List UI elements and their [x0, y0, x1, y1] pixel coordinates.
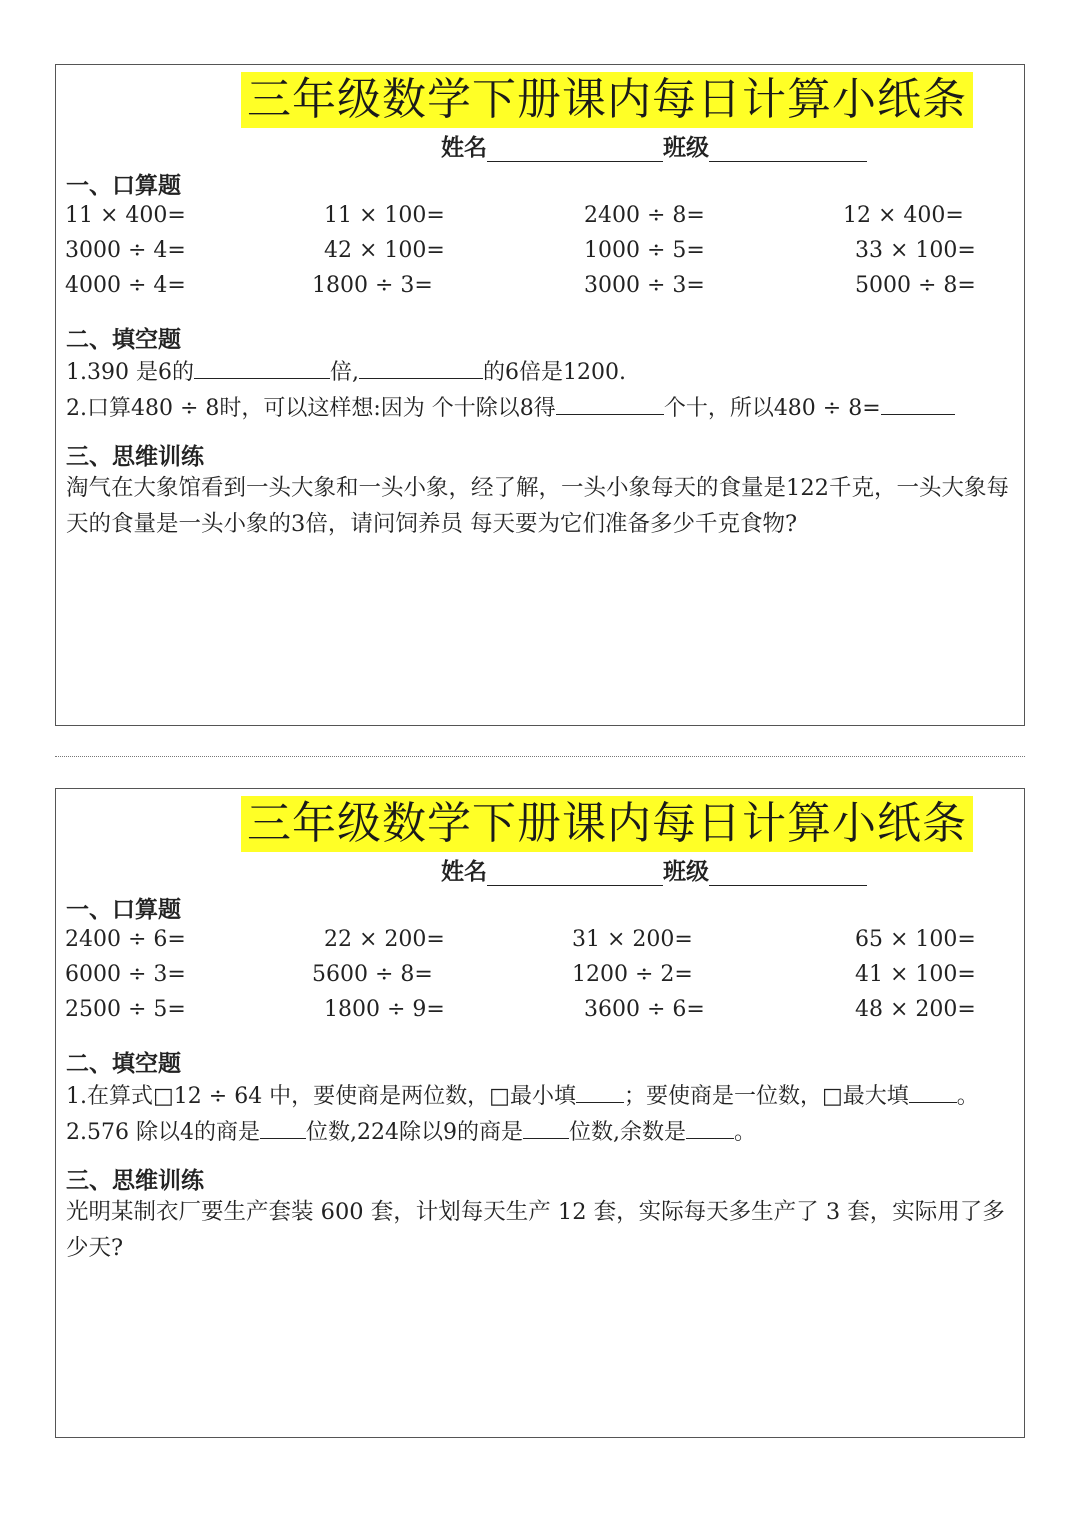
- name-blank[interactable]: [487, 135, 663, 162]
- calc-item: 1200 ÷ 2=: [572, 962, 693, 987]
- fill-question-1: 1.在算式□12 ÷ 64 中，要使商是两位数，□最小填 ；要使商是一位数，□最大填 。: [66, 1079, 979, 1110]
- class-blank[interactable]: [709, 859, 867, 886]
- class-label: 班级: [663, 134, 709, 161]
- calc-item: 5000 ÷ 8=: [855, 273, 976, 298]
- calc-item: 11 × 100=: [324, 203, 445, 228]
- calc-item: 48 × 200=: [855, 997, 976, 1022]
- calc-item: 3600 ÷ 6=: [584, 997, 705, 1022]
- fill-question-1: 1.390 是6的 倍, 的6倍是1200.: [66, 355, 626, 386]
- answer-blank[interactable]: [576, 1080, 624, 1103]
- fill-question-2: 2.576 除以4的商是 位数,224除以9的商是 位数,余数是 。: [66, 1115, 756, 1146]
- answer-blank[interactable]: [909, 1080, 957, 1103]
- calc-item: 42 × 100=: [324, 238, 445, 263]
- calc-item: 1000 ÷ 5=: [584, 238, 705, 263]
- name-label: 姓名: [441, 134, 487, 161]
- section-thinking: 三、思维训练: [66, 1167, 204, 1194]
- calc-item: 2500 ÷ 5=: [65, 997, 186, 1022]
- word-problem: 淘气在大象馆看到一头大象和一头小象，经了解，一头小象每天的食量是122千克，一头大象每天的食量是一头小象的3倍，请问饲养员 每天要为它们准备多少千克食物?: [66, 475, 1009, 537]
- worksheet-card-1: [55, 64, 1025, 726]
- calc-item: 41 × 100=: [855, 962, 976, 987]
- section-thinking: 三、思维训练: [66, 443, 204, 470]
- worksheet-card-2: [55, 788, 1025, 1438]
- answer-blank[interactable]: [359, 356, 483, 379]
- fill-question-2: 2.口算480 ÷ 8时，可以这样想:因为 个十除以8得 个十，所以480 ÷ 8=: [66, 391, 955, 422]
- calc-item: 4000 ÷ 4=: [65, 273, 186, 298]
- section-fill-blank: 二、填空题: [66, 1050, 181, 1077]
- answer-blank[interactable]: [260, 1116, 306, 1139]
- name-class-row: [441, 129, 867, 163]
- answer-blank[interactable]: [523, 1116, 569, 1139]
- calc-item: 33 × 100=: [855, 238, 976, 263]
- section-oral-calc: 一、口算题: [66, 896, 181, 923]
- section-fill-blank: 二、填空题: [66, 326, 181, 353]
- section-oral-calc: 一、口算题: [66, 172, 181, 199]
- worksheet-title: 三年级数学下册课内每日计算小纸条: [241, 72, 973, 128]
- calc-item: 2400 ÷ 6=: [65, 927, 186, 952]
- calc-item: 3000 ÷ 4=: [65, 238, 186, 263]
- cut-line: [55, 756, 1025, 757]
- worksheet-title: 三年级数学下册课内每日计算小纸条: [241, 796, 973, 852]
- calc-item: 5600 ÷ 8=: [312, 962, 433, 987]
- word-problem: 光明某制衣厂要生产套装 600 套，计划每天生产 12 套，实际每天多生产了 3 套，实际用了多少天?: [66, 1199, 1005, 1261]
- calc-item: 3000 ÷ 3=: [584, 273, 705, 298]
- calc-item: 11 × 400=: [65, 203, 186, 228]
- name-label: 姓名: [441, 858, 487, 885]
- calc-item: 65 × 100=: [855, 927, 976, 952]
- answer-blank[interactable]: [686, 1116, 734, 1139]
- class-blank[interactable]: [709, 135, 867, 162]
- name-blank[interactable]: [487, 859, 663, 886]
- answer-blank[interactable]: [194, 356, 330, 379]
- class-label: 班级: [663, 858, 709, 885]
- calc-item: 12 × 400=: [843, 203, 964, 228]
- calc-item: 6000 ÷ 3=: [65, 962, 186, 987]
- answer-blank[interactable]: [556, 392, 664, 415]
- calc-item: 31 × 200=: [572, 927, 693, 952]
- calc-item: 2400 ÷ 8=: [584, 203, 705, 228]
- calc-item: 1800 ÷ 9=: [324, 997, 445, 1022]
- calc-item: 1800 ÷ 3=: [312, 273, 433, 298]
- calc-item: 22 × 200=: [324, 927, 445, 952]
- name-class-row: [441, 853, 867, 887]
- answer-blank[interactable]: [881, 392, 955, 415]
